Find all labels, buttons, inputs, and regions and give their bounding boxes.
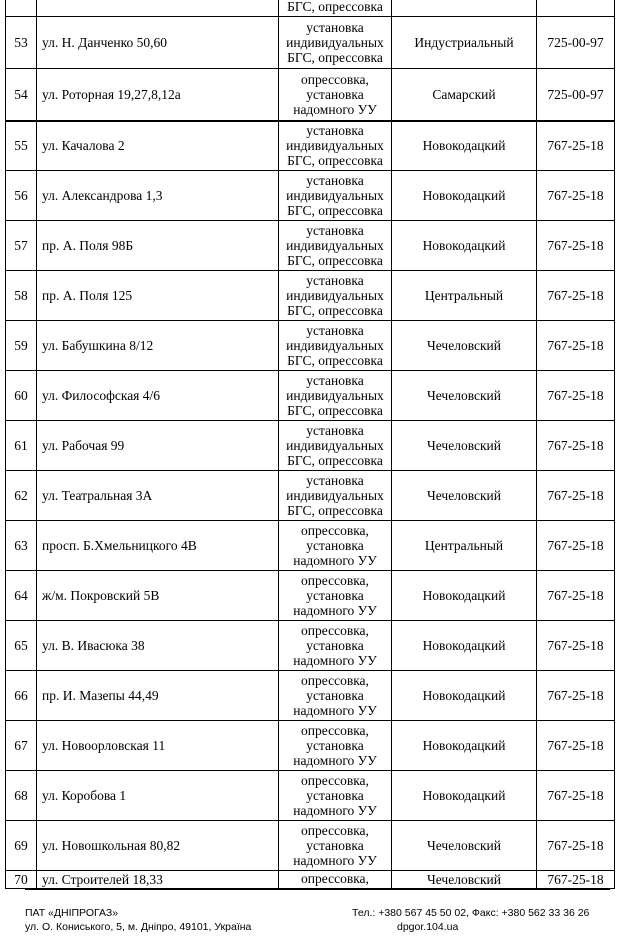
address-cell: ул. Строителей 18,33 <box>37 871 279 889</box>
table-row <box>6 571 615 621</box>
address-cell: ул. Роторная 19,27,8,12а <box>37 69 279 121</box>
address-cell: пр. А. Поля 125 <box>37 271 279 321</box>
work-cell: установка индивидуальных БГС, опрессовка <box>279 321 392 371</box>
table-row <box>6 721 615 771</box>
work-cell: опрессовка, установка надомного УУ <box>279 69 392 121</box>
work-cell: установка индивидуальных БГС, опрессовка <box>279 221 392 271</box>
district-cell: Чечеловский <box>392 421 537 471</box>
footer-website[interactable]: dpgor.104.ua <box>397 921 459 933</box>
phone-cell: 767-25-18 <box>537 321 615 371</box>
district-cell: Чечеловский <box>392 371 537 421</box>
work-cell: установка индивидуальных БГС, опрессовка <box>279 17 392 69</box>
table-row <box>6 871 615 889</box>
work-cell: опрессовка, установка надомного УУ <box>279 721 392 771</box>
table-row <box>6 671 615 721</box>
address-cell <box>37 0 279 17</box>
work-cell: установка индивидуальных БГС, опрессовка <box>279 271 392 321</box>
district-cell: Новокодацкий <box>392 171 537 221</box>
table-row-fragment <box>6 0 615 17</box>
row-number-cell: 69 <box>6 821 37 871</box>
phone-cell: 767-25-18 <box>537 221 615 271</box>
footer-phones: Тел.: +380 567 45 50 02, Факс: +380 562 33 36 26 <box>352 907 590 919</box>
phone-cell: 767-25-18 <box>537 271 615 321</box>
phone-cell: 767-25-18 <box>537 371 615 421</box>
phone-cell: 767-25-18 <box>537 771 615 821</box>
footer-divider <box>25 888 610 890</box>
address-cell: ул. Качалова 2 <box>37 121 279 171</box>
phone-cell: 725-00-97 <box>537 69 615 121</box>
address-cell: ул. В. Ивасюка 38 <box>37 621 279 671</box>
address-cell: ул. Н. Данченко 50,60 <box>37 17 279 69</box>
row-number-cell: 56 <box>6 171 37 221</box>
row-number-cell: 55 <box>6 121 37 171</box>
row-number-cell: 67 <box>6 721 37 771</box>
row-number-cell: 63 <box>6 521 37 571</box>
work-cell: опрессовка, <box>279 871 392 889</box>
district-cell: Новокодацкий <box>392 571 537 621</box>
address-cell: ул. Александрова 1,3 <box>37 171 279 221</box>
address-cell: ул. Коробова 1 <box>37 771 279 821</box>
table-row <box>6 771 615 821</box>
work-cell: опрессовка, установка надомного УУ <box>279 671 392 721</box>
table-body <box>6 0 615 889</box>
work-cell: опрессовка, установка надомного УУ <box>279 521 392 571</box>
work-cell: опрессовка, установка надомного УУ <box>279 771 392 821</box>
table-row <box>6 171 615 221</box>
district-cell: Новокодацкий <box>392 721 537 771</box>
phone-cell: 767-25-18 <box>537 171 615 221</box>
district-cell: Новокодацкий <box>392 121 537 171</box>
footer-address: ул. О. Кониського, 5, м. Дніпро, 49101, Україна <box>25 921 252 933</box>
district-cell: Чечеловский <box>392 871 537 889</box>
phone-cell: 767-25-18 <box>537 471 615 521</box>
district-cell <box>392 0 537 17</box>
work-cell: опрессовка, установка надомного УУ <box>279 821 392 871</box>
table-row <box>6 221 615 271</box>
table-row <box>6 121 615 171</box>
address-cell: ул. Бабушкина 8/12 <box>37 321 279 371</box>
district-cell: Индустриальный <box>392 17 537 69</box>
footer-company-name: ПАТ «ДНІПРОГАЗ» <box>25 907 119 919</box>
table-row <box>6 69 615 121</box>
row-number-cell: 61 <box>6 421 37 471</box>
table-row <box>6 521 615 571</box>
row-number-cell: 64 <box>6 571 37 621</box>
address-cell: ул. Театральная 3А <box>37 471 279 521</box>
row-number-cell: 59 <box>6 321 37 371</box>
phone-cell <box>537 0 615 17</box>
row-number-cell: 57 <box>6 221 37 271</box>
phone-cell: 767-25-18 <box>537 671 615 721</box>
row-number-cell: 66 <box>6 671 37 721</box>
district-cell: Новокодацкий <box>392 671 537 721</box>
phone-cell: 767-25-18 <box>537 621 615 671</box>
table-row <box>6 471 615 521</box>
district-cell: Центральный <box>392 521 537 571</box>
phone-cell: 767-25-18 <box>537 821 615 871</box>
address-cell: ул. Рабочая 99 <box>37 421 279 471</box>
work-cell: опрессовка, установка надомного УУ <box>279 571 392 621</box>
table-row <box>6 271 615 321</box>
phone-cell: 767-25-18 <box>537 721 615 771</box>
work-cell: установка индивидуальных БГС, опрессовка <box>279 171 392 221</box>
district-cell: Новокодацкий <box>392 771 537 821</box>
row-number-cell: 60 <box>6 371 37 421</box>
works-table <box>5 0 615 889</box>
row-number-cell: 54 <box>6 69 37 121</box>
table-row <box>6 421 615 471</box>
work-cell: установка индивидуальных БГС, опрессовка <box>279 471 392 521</box>
table-row <box>6 321 615 371</box>
address-cell: пр. И. Мазепы 44,49 <box>37 671 279 721</box>
table-row <box>6 621 615 671</box>
work-cell: установка индивидуальных БГС, опрессовка <box>279 121 392 171</box>
address-cell: ж/м. Покровский 5В <box>37 571 279 621</box>
footer-contact-block <box>352 906 589 934</box>
address-cell: пр. А. Поля 98Б <box>37 221 279 271</box>
district-cell: Новокодацкий <box>392 221 537 271</box>
row-number-cell <box>6 0 37 17</box>
district-cell: Чечеловский <box>392 321 537 371</box>
table-row <box>6 821 615 871</box>
work-cell: установка индивидуальных БГС, опрессовка <box>279 371 392 421</box>
phone-cell: 767-25-18 <box>537 521 615 571</box>
footer-company-block <box>25 906 251 934</box>
row-number-cell: 65 <box>6 621 37 671</box>
district-cell: Самарский <box>392 69 537 121</box>
address-cell: ул. Новошкольная 80,82 <box>37 821 279 871</box>
district-cell: Центральный <box>392 271 537 321</box>
phone-cell: 767-25-18 <box>537 121 615 171</box>
phone-cell: 767-25-18 <box>537 421 615 471</box>
address-cell: ул. Философская 4/6 <box>37 371 279 421</box>
address-cell: ул. Новоорловская 11 <box>37 721 279 771</box>
phone-cell: 767-25-18 <box>537 571 615 621</box>
row-number-cell: 53 <box>6 17 37 69</box>
work-cell: БГС, опрессовка <box>279 0 392 17</box>
work-cell: опрессовка, установка надомного УУ <box>279 621 392 671</box>
row-number-cell: 62 <box>6 471 37 521</box>
phone-cell: 767-25-18 <box>537 871 615 889</box>
district-cell: Новокодацкий <box>392 621 537 671</box>
row-number-cell: 58 <box>6 271 37 321</box>
address-cell: просп. Б.Хмельницкого 4В <box>37 521 279 571</box>
district-cell: Чечеловский <box>392 471 537 521</box>
row-number-cell: 70 <box>6 871 37 889</box>
phone-cell: 725-00-97 <box>537 17 615 69</box>
table-row <box>6 371 615 421</box>
row-number-cell: 68 <box>6 771 37 821</box>
work-cell: установка индивидуальных БГС, опрессовка <box>279 421 392 471</box>
table-row <box>6 17 615 69</box>
district-cell: Чечеловский <box>392 821 537 871</box>
